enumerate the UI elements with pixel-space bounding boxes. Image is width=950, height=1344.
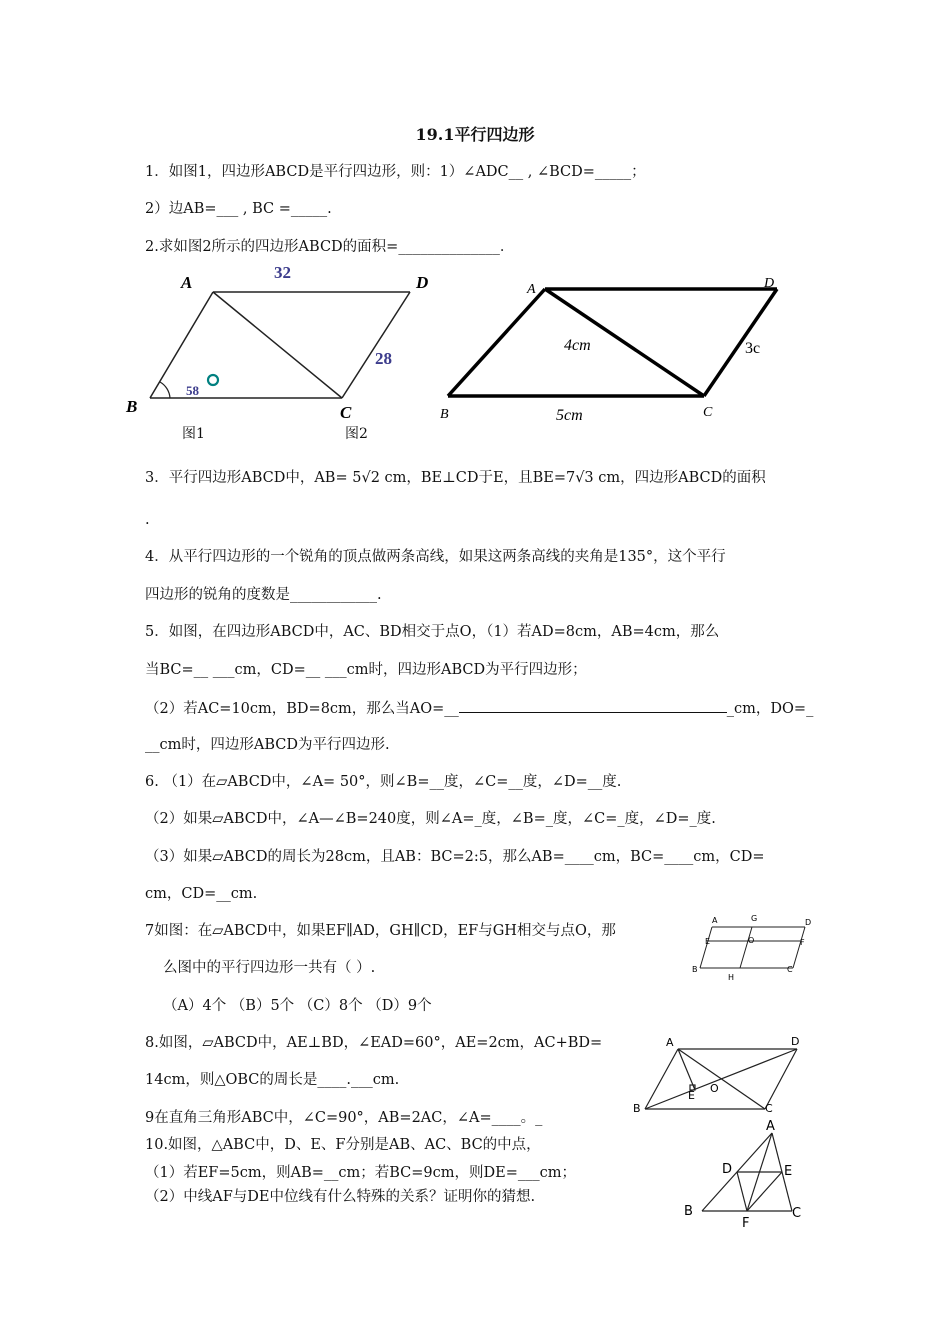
fig2-label-B: B <box>440 407 449 422</box>
fig1-label-A: A <box>181 273 193 292</box>
fig2-diagonal-length: 4cm <box>564 337 591 354</box>
question-10-line-3: （2）中线AF与DE中位线有什么特殊的关系？证明你的猜想. <box>145 1189 536 1205</box>
fig10-label-A: A <box>766 1119 775 1134</box>
question-5-line-4: __cm时，四边形ABCD为平行四边形. <box>145 737 390 753</box>
fig2-base-length: 5cm <box>556 407 583 424</box>
question-7-options: （A）4个 （B）5个 （C）8个 （D）9个 <box>163 998 432 1014</box>
fig2-label-C: C <box>703 405 713 420</box>
answer-blank <box>459 698 727 713</box>
question-6-line-3: （3）如果▱ABCD的周长为28cm，且AB：BC=2:5，那么AB=____cm，BC=____cm，CD= <box>145 849 765 865</box>
fig10-label-D: D <box>722 1162 733 1177</box>
figure-2-caption: 图2 <box>345 426 368 442</box>
fig2-label-D: D <box>764 276 775 291</box>
fig8-label-E: E <box>688 1089 695 1102</box>
question-3-line-2: . <box>145 512 150 528</box>
fig7-label-C: C <box>787 965 793 974</box>
question-1-line-2: 2）边AB=___ , BC =_____. <box>145 201 332 217</box>
fig7-label-H: H <box>728 973 735 982</box>
question-5-line-3 <box>145 698 813 719</box>
question-4-line-2: 四边形的锐角的度数是____________. <box>145 587 382 603</box>
fig8-label-O: O <box>710 1082 719 1095</box>
question-5-line-3-start: （2）若AC=10cm，BD=8cm，那么当AO=__ <box>145 701 459 717</box>
question-8-line-2: 14cm，则△OBC的周长是____.___cm. <box>145 1072 400 1088</box>
question-7-line-1: 7如图：在▱ABCD中，如果EF∥AD，GH∥CD，EF与GH相交与点O，那 <box>145 923 616 939</box>
fig1-label-D: D <box>416 273 429 292</box>
fig7-label-F: F <box>800 938 805 947</box>
fig1-top-length: 32 <box>274 263 291 282</box>
question-5-line-3-end: _cm，DO=_ <box>726 701 814 717</box>
fig10-label-E: E <box>784 1164 793 1179</box>
question-7-line-2: 么图中的平行四边形一共有（ ）. <box>163 960 376 976</box>
question-3-line-1: 3．平行四边形ABCD中，AB= 5√2 cm，BE⊥CD于E，且BE=7√3 cm，四边形ABCD的面积 <box>145 470 766 486</box>
question-6-line-4: cm，CD=__cm. <box>145 886 258 902</box>
question-6-line-1: 6. （1）在▱ABCD中，∠A= 50°，则∠B=__度，∠C=__度，∠D=__度. <box>145 774 622 790</box>
question-9: 9在直角三角形ABC中，∠C=90°，AB=2AC，∠A=____。_ <box>145 1110 543 1126</box>
fig1-angle-value: 58 <box>186 383 199 398</box>
figure-10-triangle <box>680 1118 810 1233</box>
fig1-side-length: 28 <box>375 349 392 368</box>
fig10-label-C: C <box>792 1206 802 1221</box>
fig10-label-B: B <box>684 1204 693 1219</box>
fig7-label-O: O <box>748 936 755 945</box>
fig8-label-C: C <box>765 1102 773 1115</box>
question-10-line-1: 10.如图，△ABC中，D、E、F分别是AB、AC、BC的中点， <box>145 1137 541 1153</box>
fig8-label-B: B <box>633 1102 641 1115</box>
fig8-label-D: D <box>791 1035 800 1048</box>
fig1-label-B: B <box>126 397 138 416</box>
fig8-label-A: A <box>666 1036 674 1049</box>
fig10-label-F: F <box>742 1216 750 1231</box>
figure-2-parallelogram <box>430 270 800 430</box>
question-5-line-2: 当BC=__ ___cm，CD=__ ___cm时，四边形ABCD为平行四边形； <box>145 662 587 678</box>
question-6-line-2: （2）如果▱ABCD中，∠A—∠B=240度，则∠A=_度，∠B=_度，∠C=_度，∠D=_度. <box>145 811 716 827</box>
question-8-line-1: 8.如图，▱ABCD中，AE⊥BD，∠EAD=60°，AE=2cm，AC+BD= <box>145 1035 603 1051</box>
question-2: 2.求如图2所示的四边形ABCD的面积=______________． <box>145 239 515 255</box>
question-4-line-1: 4．从平行四边形的一个锐角的顶点做两条高线，如果这两条高线的夹角是135°，这个平行 <box>145 549 726 565</box>
fig7-label-G: G <box>751 914 758 923</box>
question-10-line-2: （1）若EF=5cm，则AB=__cm；若BC=9cm，则DE=___cm； <box>145 1165 577 1181</box>
figure-7-parallelogram <box>690 910 820 985</box>
fig7-label-D: D <box>805 918 812 927</box>
figure-8-parallelogram <box>630 1030 810 1120</box>
fig1-label-C: C <box>340 403 352 422</box>
figure-1-parallelogram <box>120 262 440 422</box>
fig7-label-B: B <box>692 965 698 974</box>
fig7-label-A: A <box>712 916 718 925</box>
fig7-label-E: E <box>705 937 711 946</box>
fig2-label-A: A <box>527 282 536 297</box>
figure-1-caption: 图1 <box>182 426 205 442</box>
question-1-line-1: 1．如图1，四边形ABCD是平行四边形，则：1）∠ADC__ , ∠BCD=_____； <box>145 164 646 180</box>
question-5-line-1: 5．如图，在四边形ABCD中，AC、BD相交于点O，（1）若AD=8cm，AB=4cm，那么 <box>145 624 720 640</box>
fig2-side-length: 3c <box>745 340 761 357</box>
page-title: 19.1平行四边形 <box>415 125 535 144</box>
